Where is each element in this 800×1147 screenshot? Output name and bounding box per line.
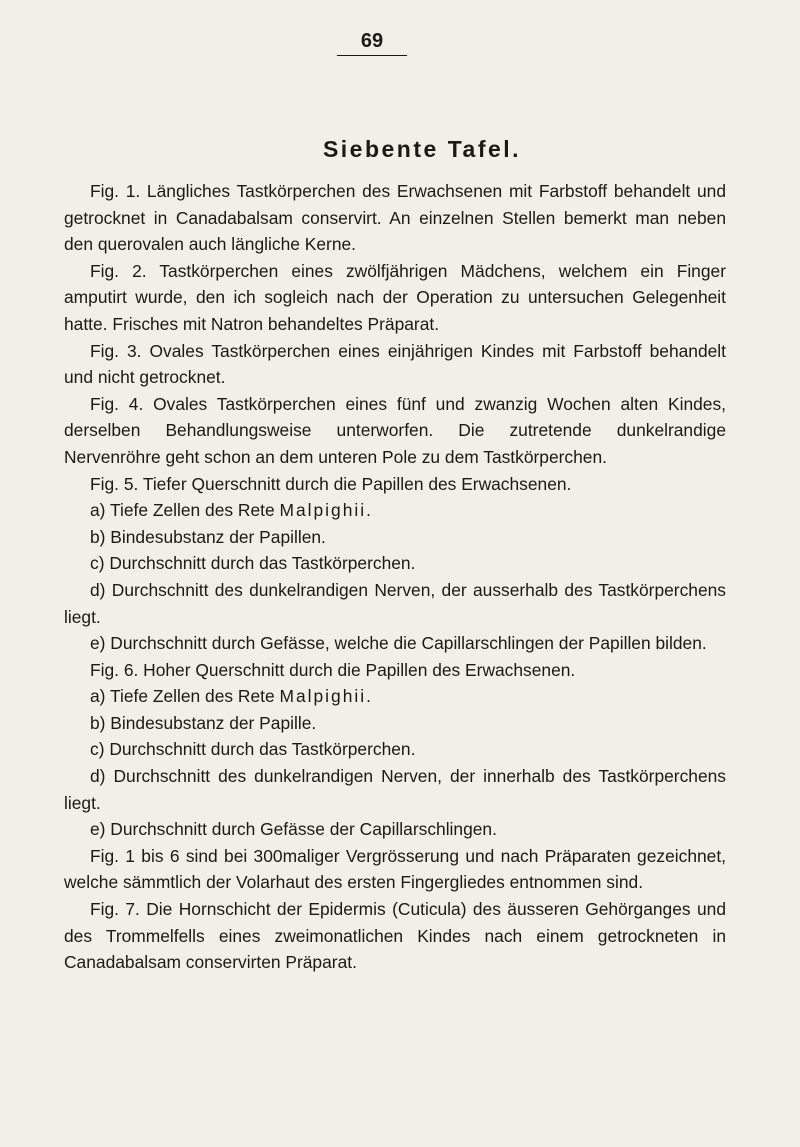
fig-6-heading: Fig. 6. Hoher Querschnitt durch die Papillen des Erwachsenen. (90, 659, 576, 680)
malpighii-term: Malpighii (279, 686, 367, 707)
page-number: 69 (337, 30, 407, 56)
fig-3-paragraph: Fig. 3. Ovales Tastkörperchen eines einjährigen Kindes mit Farbstoff behandelt und nicht getrocknet. (64, 340, 726, 388)
item-a-end: . (366, 500, 371, 521)
fig-5-item-d: d) Durchschnitt des dunkelrandigen Nerven, der ausserhalb des Tastkörperchens liegt. (64, 579, 726, 627)
item-a-text: a) Tiefe Zellen des Rete (90, 500, 280, 521)
plate-legend (64, 178, 726, 976)
magnification-note: Fig. 1 bis 6 sind bei 300maliger Vergrösserung und nach Präparaten gezeichnet, welche sämmtlich der Volarhaut des ersten Fingergliedes entnommen sind. (64, 845, 726, 893)
fig-6-item-d: d) Durchschnitt des dunkelrandigen Nerven, der innerhalb des Tastkörperchens liegt. (64, 766, 726, 813)
fig-6-item-a (64, 683, 726, 710)
fig-5-item-a (64, 497, 726, 524)
fig-5-item-b: b) Bindesubstanz der Papillen. (90, 526, 326, 547)
item-a-text: a) Tiefe Zellen des Rete (90, 686, 280, 707)
fig-6-item-c: c) Durchschnitt durch das Tastkörperchen. (90, 739, 416, 760)
plate-title: Siebente Tafel. (322, 136, 522, 162)
fig-4-paragraph: Fig. 4. Ovales Tastkörperchen eines fünf und zwanzig Wochen alten Kindes, derselben Behandlungsweise unterworfen. Die zutretende dunkelrandige Nervenröhre geht schon an dem unteren Pole zu dem Tastkörperchen. (64, 393, 726, 467)
fig-2-paragraph: Fig. 2. Tastkörperchen eines zwölfjährigen Mädchens, welchem ein Finger amputirt wurde, den ich sogleich nach der Operation zu untersuchen Gelegenheit hatte. Frisches mit Natron behandeltes Präparat. (64, 260, 726, 334)
fig-6-item-b: b) Bindesubstanz der Papille. (90, 712, 317, 733)
item-a-end: . (366, 686, 371, 707)
fig-6-item-e: e) Durchschnitt durch Gefässe der Capillarschlingen. (90, 819, 497, 840)
malpighii-term: Malpighii (279, 500, 367, 521)
fig-5-item-e: e) Durchschnitt durch Gefässe, welche die Capillarschlingen der Papillen bilden. (90, 633, 707, 654)
fig-1-paragraph: Fig. 1. Längliches Tastkörperchen des Erwachsenen mit Farbstoff behandelt und getrocknet in Canadabalsam conservirt. An einzelnen Stellen bemerkt man neben den querovalen auch längliche Kerne. (64, 181, 726, 255)
fig-5-heading: Fig. 5. Tiefer Querschnitt durch die Papillen des Erwachsenen. (90, 473, 572, 494)
fig-5-item-c: c) Durchschnitt durch das Tastkörperchen. (90, 553, 416, 574)
fig-7-paragraph: Fig. 7. Die Hornschicht der Epidermis (Cuticula) des äusseren Gehörganges und des Trommelfells eines zweimonatlichen Kindes nach einem getrockneten in Canadabalsam conservirten Präparat. (64, 899, 726, 973)
